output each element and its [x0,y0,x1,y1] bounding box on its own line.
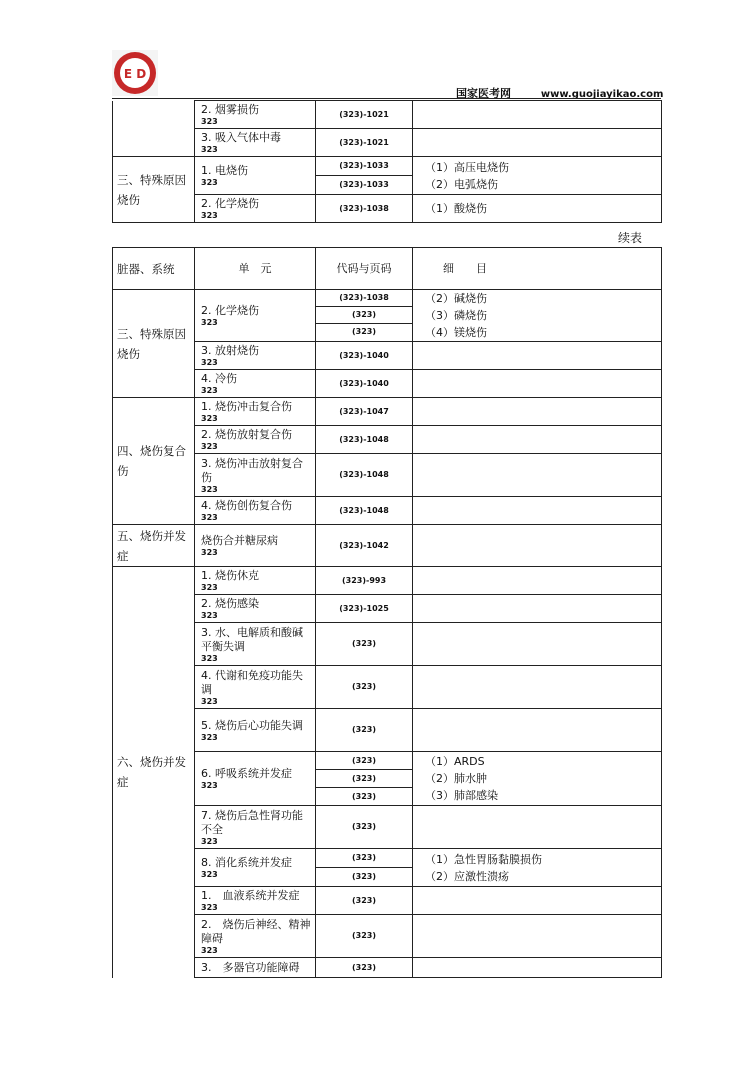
detail-cell [413,426,662,454]
page-code: (323)-1047 [316,398,413,426]
category-cell: 五、烧伤并发症 [113,525,195,567]
category-cell: 三、特殊原因烧伤 [113,290,195,398]
page-code: (323) [316,788,413,806]
top-table [112,100,662,223]
page-code: (323) [316,958,413,978]
header-detail: 细 目 [413,248,662,290]
detail-item: （3）磷烧伤 [425,309,487,322]
detail-cell [413,849,662,887]
page-code: (323) [316,752,413,770]
detail-item: （1）酸烧伤 [425,202,487,215]
site-name: 国家医考网 [456,87,511,100]
unit-cell: 2. 烧伤感染 323 [195,595,316,623]
category-cell: 六、烧伤并发症 [113,567,195,978]
unit-cell: 2. 烧伤后神经、精神障碍 323 [195,915,316,958]
unit-cell: 2. 化学烧伤 323 [195,195,316,223]
page-code: (323)-1040 [316,342,413,370]
unit-cell: 1. 电烧伤 323 [195,157,316,195]
page-code: (323) [316,623,413,666]
main-table [112,247,662,978]
page-code: (323)-1025 [316,595,413,623]
detail-item: （2）电弧烧伤 [425,177,498,191]
detail-cell [413,129,662,157]
category-cell-empty [113,101,195,129]
page-code: (323) [316,849,413,868]
unit-cell: 7. 烧伤后急性肾功能不全 323 [195,806,316,849]
page-code: (323)-1040 [316,370,413,398]
detail-cell [413,567,662,595]
category-cell-empty [113,129,195,157]
detail-cell [413,290,662,342]
detail-cell [413,806,662,849]
header-unit: 单 元 [195,248,316,290]
unit-cell: 8. 消化系统并发症 323 [195,849,316,887]
category-cell: 三、特殊原因烧伤 [113,157,195,223]
header-code: 代码与页码 [316,248,413,290]
detail-cell [413,915,662,958]
unit-cell: 1. 烧伤冲击复合伤 323 [195,398,316,426]
unit-cell: 3. 烧伤冲击放射复合伤 323 [195,454,316,497]
detail-item: （2）肺水肿 [425,772,487,785]
unit-cell: 4. 冷伤 323 [195,370,316,398]
unit-cell: 6. 呼吸系统并发症 323 [195,752,316,806]
detail-cell [413,497,662,525]
page-code: (323) [316,306,413,323]
unit-cell: 4. 烧伤创伤复合伤 323 [195,497,316,525]
category-cell: 四、烧伤复合伤 [113,398,195,525]
unit-cell: 3. 吸入气体中毒 323 [195,129,316,157]
page-code: (323)-1038 [316,290,413,307]
detail-item: （3）肺部感染 [425,789,498,802]
page-code: (323)-1021 [316,129,413,157]
page-code: (323) [316,868,413,887]
detail-cell [413,157,662,195]
page-code: (323) [316,666,413,709]
unit-cell: 5. 烧伤后心功能失调 323 [195,709,316,752]
page-code: (323)-993 [316,567,413,595]
detail-cell [413,525,662,567]
unit-cell: 3. 多器官功能障碍 [195,958,316,978]
unit-cell: 1. 血液系统并发症 323 [195,887,316,915]
page-code: (323) [316,915,413,958]
detail-item: （1）ARDS [425,755,485,768]
page-code: (323)-1048 [316,426,413,454]
unit-cell: 2. 化学烧伤 323 [195,290,316,342]
header-rule [112,98,661,99]
detail-cell [413,709,662,752]
detail-item: （1）高压电烧伤 [425,160,509,174]
unit-cell: 4. 代谢和免疫功能失调 323 [195,666,316,709]
unit-cell: 3. 水、电解质和酸碱平衡失调 323 [195,623,316,666]
site-url[interactable]: www.guojiayikao.com [540,89,664,100]
detail-cell [413,887,662,915]
detail-cell [413,398,662,426]
page-code: (323)-1048 [316,497,413,525]
continued-label: 续表 [618,231,643,245]
guojiayikao-logo [112,50,158,96]
detail-cell [413,101,662,129]
page-code: (323) [316,709,413,752]
logo-text: E D [123,67,147,81]
detail-cell [413,454,662,497]
detail-cell [413,958,662,978]
unit-cell: 烧伤合并糖尿病 323 [195,525,316,567]
page-code: (323)-1033 [316,176,413,195]
page-code: (323)-1048 [316,454,413,497]
table-header-row [113,248,662,290]
page-code: (323)-1042 [316,525,413,567]
header-organ: 脏器、系统 [113,248,195,290]
page-code: (323) [316,806,413,849]
detail-item: （4）镁烧伤 [425,326,487,339]
detail-item: （2）碱烧伤 [425,292,487,305]
detail-cell [413,623,662,666]
page-code: (323) [316,323,413,341]
detail-cell [413,370,662,398]
page-code: (323) [316,770,413,788]
page-code: (323)-1033 [316,157,413,176]
detail-item: （2）应激性溃疡 [425,869,509,883]
detail-cell [413,666,662,709]
unit-cell: 1. 烧伤休克 323 [195,567,316,595]
page-code: (323)-1021 [316,101,413,129]
unit-cell: 3. 放射烧伤 323 [195,342,316,370]
detail-item: （1）急性胃肠黏膜损伤 [425,852,542,866]
detail-cell [413,342,662,370]
detail-cell [413,752,662,806]
page-code: (323)-1038 [316,195,413,223]
detail-cell [413,195,662,223]
unit-cell: 2. 烟雾损伤 323 [195,101,316,129]
detail-cell [413,595,662,623]
page-code: (323) [316,887,413,915]
unit-cell: 2. 烧伤放射复合伤 323 [195,426,316,454]
